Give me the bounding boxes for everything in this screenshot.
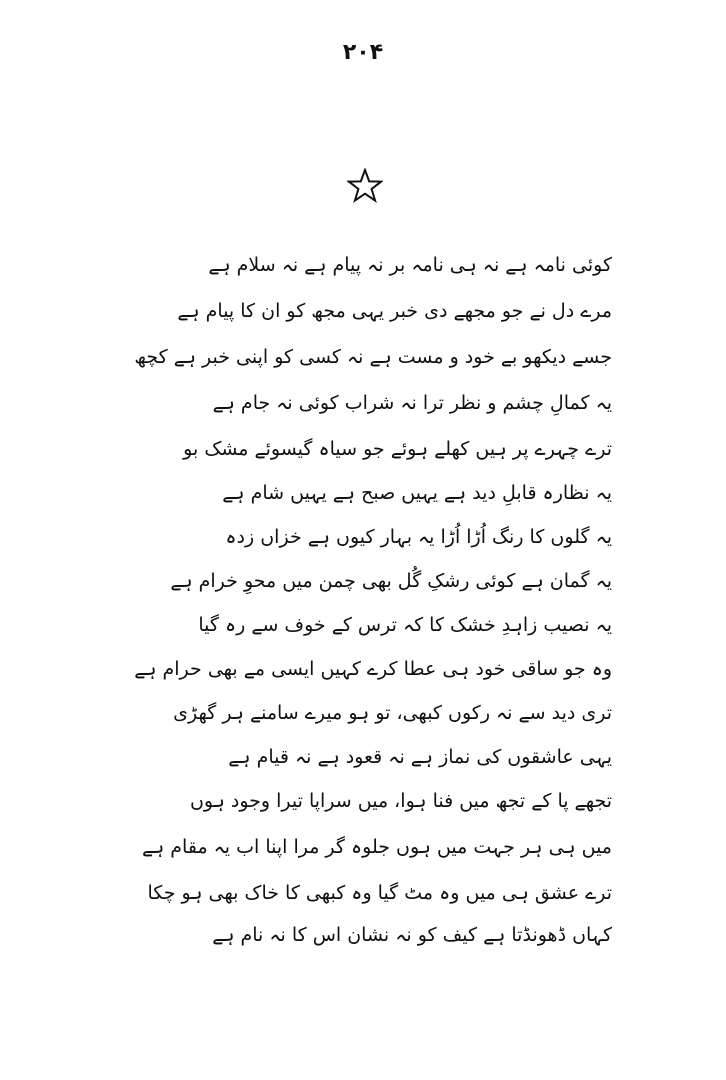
verse-line: یہ کمالِ چشم و نظر ترا نہ شراب کوئی نہ جام ہے (212, 392, 612, 414)
verse-line: یہی عاشقوں کی نماز ہے نہ قعود ہے نہ قیام ہے (228, 746, 612, 768)
verse-line: کوئی نامہ ہے نہ ہی نامہ بر نہ پیام ہے نہ سلام ہے (208, 254, 612, 276)
verse-line: میں ہی ہر جہت میں ہوں جلوہ گر مرا اپنا اب یہ مقام ہے (141, 836, 612, 858)
verse-line: وہ جو ساقی خود ہی عطا کرے کہیں ایسی مے بھی حرام ہے (134, 658, 612, 680)
verse-line: تری دید سے نہ رکوں کبھی، تو ہو میرے سامنے ہر گھڑی (173, 702, 612, 724)
verse-line: تجھے پا کے تجھ میں فنا ہوا، میں سراپا تیرا وجود ہوں (189, 790, 612, 812)
verse-line: ترے چہرے پر ہیں کھلے ہوئے جو سیاہ گیسوئے مشک بو (183, 438, 612, 460)
page-number: ۲۰۴ (342, 40, 384, 65)
verse-line: یہ نظارہ قابلِ دید ہے یہیں صبح ہے یہیں شام ہے (222, 482, 612, 504)
star-outline-icon (347, 168, 383, 204)
verse-line: یہ گلوں کا رنگ اُڑا اُڑا یہ بہار کیوں ہے خزاں زدہ (225, 526, 612, 548)
verse-line: مرے دل نے جو مجھے دی خبر یہی مجھ کو ان کا پیام ہے (177, 300, 612, 322)
verse-line: یہ نصیب زاہدِ خشک کا کہ ترس کے خوف سے رہ گیا (198, 614, 612, 636)
verse-line: یہ گمان ہے کوئی رشکِ گُل بھی چمن میں محوِ خرام ہے (170, 570, 612, 592)
verse-line: کہاں ڈھونڈتا ہے کیف کو نہ نشان اس کا نہ نام ہے (212, 924, 612, 946)
verse-line: ترے عشق ہی میں وہ مٹ گیا وہ کبھی کا خاک بھی ہو چکا (147, 882, 612, 904)
verse-line: جسے دیکھو بے خود و مست ہے نہ کسی کو اپنی خبر ہے کچھ (134, 346, 612, 368)
